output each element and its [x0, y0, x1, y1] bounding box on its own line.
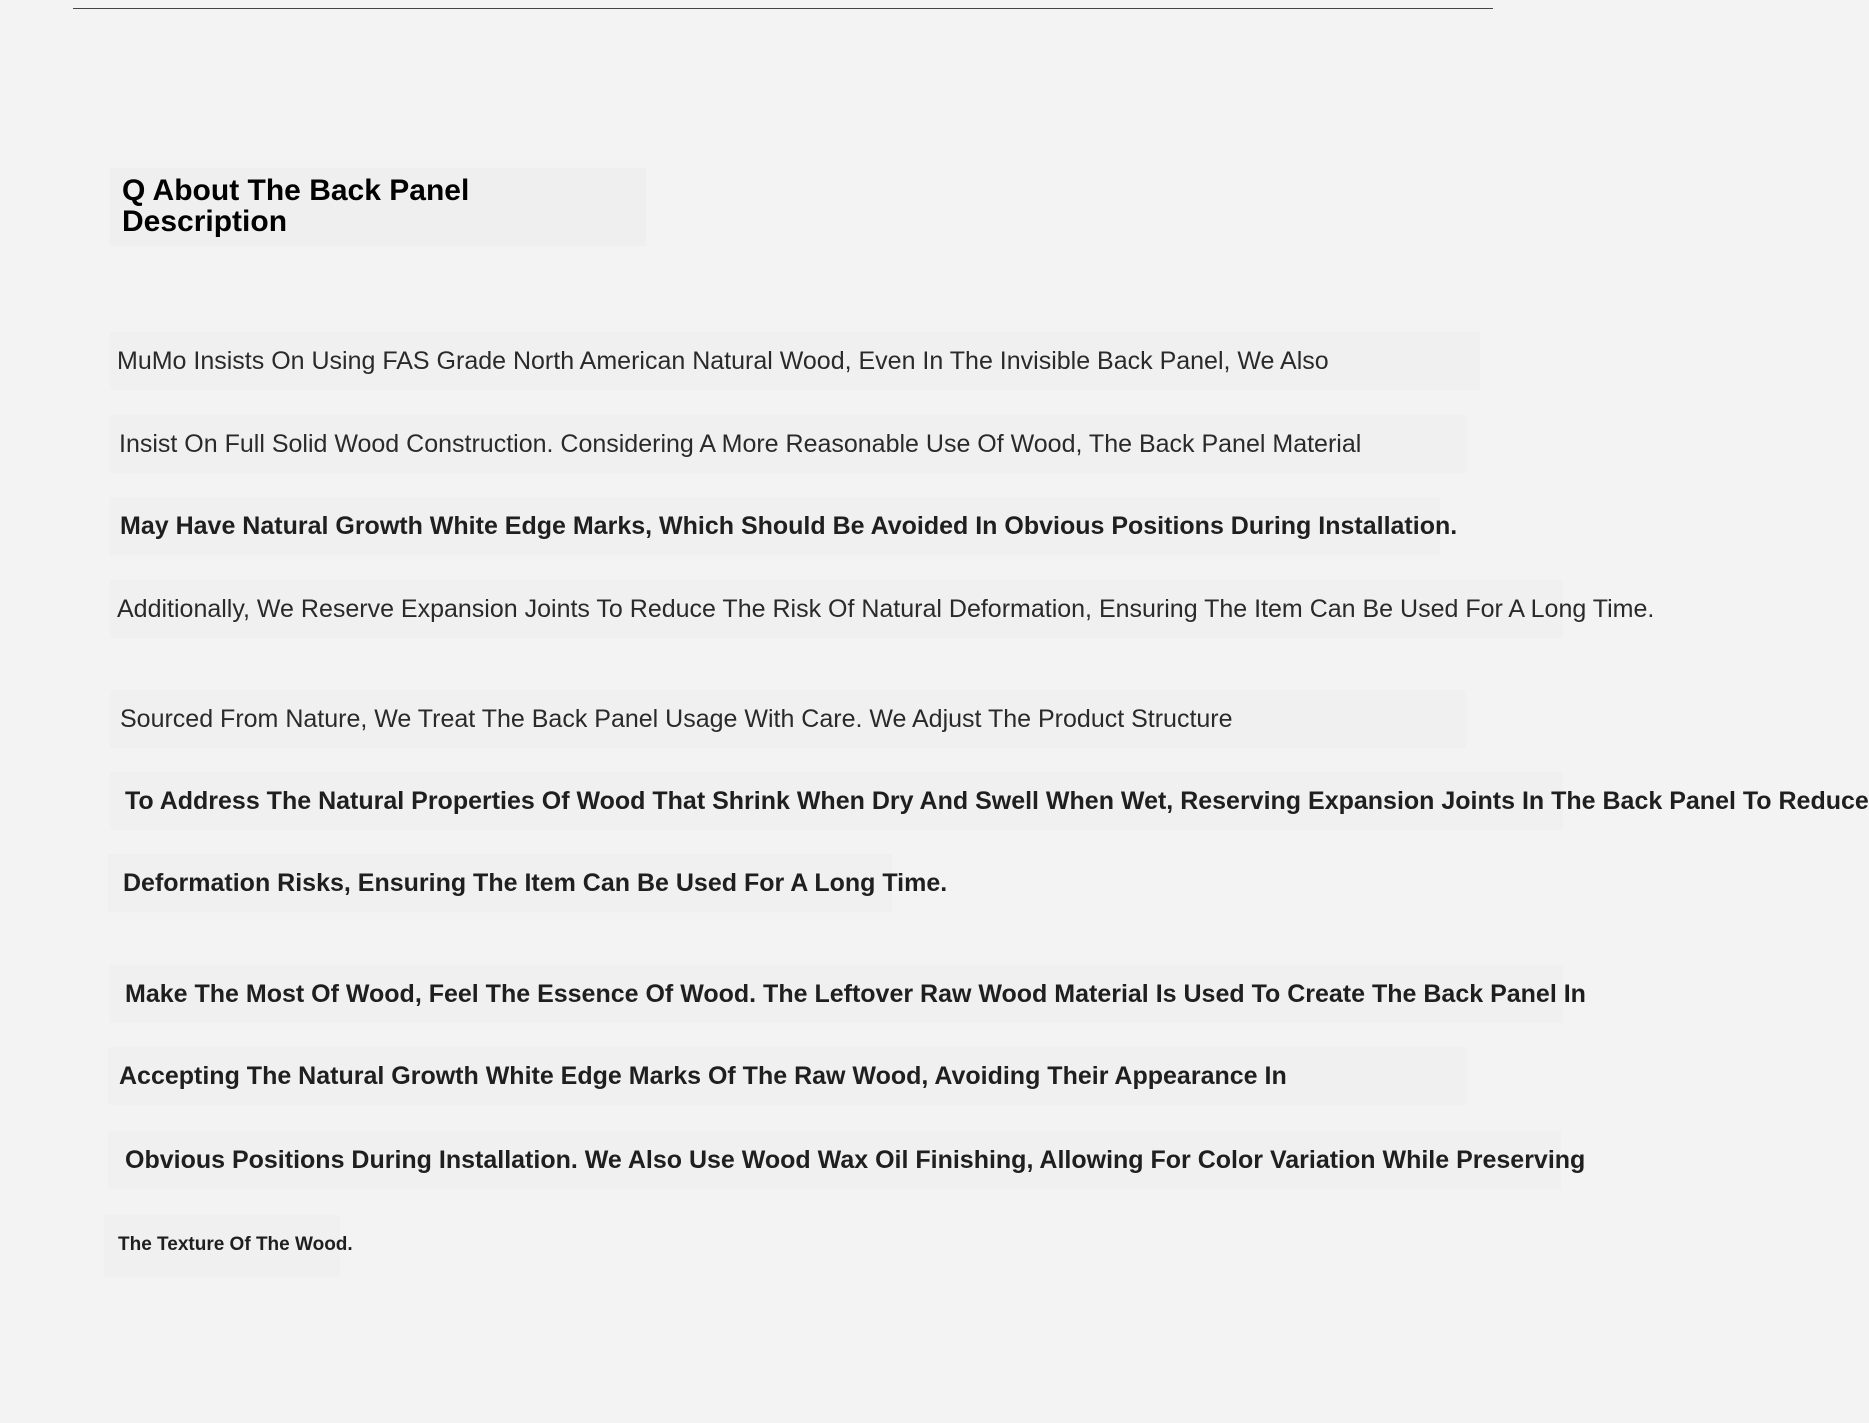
paragraph-1-line-2: Insist On Full Solid Wood Construction. Considering A More Reasonable Use Of Wood, The Back Panel Material: [110, 415, 1466, 473]
paragraph-3-line-2: Accepting The Natural Growth White Edge Marks Of The Raw Wood, Avoiding Their Appearance In: [108, 1047, 1466, 1105]
paragraph-1-line-3: May Have Natural Growth White Edge Marks, Which Should Be Avoided In Obvious Positions During Installation.: [110, 497, 1440, 555]
paragraph-1-line-1: MuMo Insists On Using FAS Grade North American Natural Wood, Even In The Invisible Back Panel, We Also: [110, 332, 1480, 390]
paragraph-3-line-4: The Texture Of The Wood.: [104, 1215, 340, 1277]
paragraph-2-line-2: To Address The Natural Properties Of Wood That Shrink When Dry And Swell When Wet, Reserving Expansion Joints In The Back Panel To Reduce: [110, 772, 1563, 830]
page-title: Q About The Back Panel Description: [122, 174, 470, 238]
paragraph-3-line-1: Make The Most Of Wood, Feel The Essence Of Wood. The Leftover Raw Wood Material Is Used To Create The Back Panel In: [110, 965, 1563, 1023]
paragraph-3-line-3: Obvious Positions During Installation. We Also Use Wood Wax Oil Finishing, Allowing For Color Variation While Preserving: [108, 1131, 1561, 1189]
paragraph-1-line-4: Additionally, We Reserve Expansion Joints To Reduce The Risk Of Natural Deformation, Ensuring The Item Can Be Used For A Long Time.: [110, 580, 1563, 638]
paragraph-2-line-3: Deformation Risks, Ensuring The Item Can Be Used For A Long Time.: [108, 854, 892, 912]
top-divider: [73, 8, 1493, 9]
paragraph-2-line-1: Sourced From Nature, We Treat The Back Panel Usage With Care. We Adjust The Product Structure: [110, 690, 1466, 748]
